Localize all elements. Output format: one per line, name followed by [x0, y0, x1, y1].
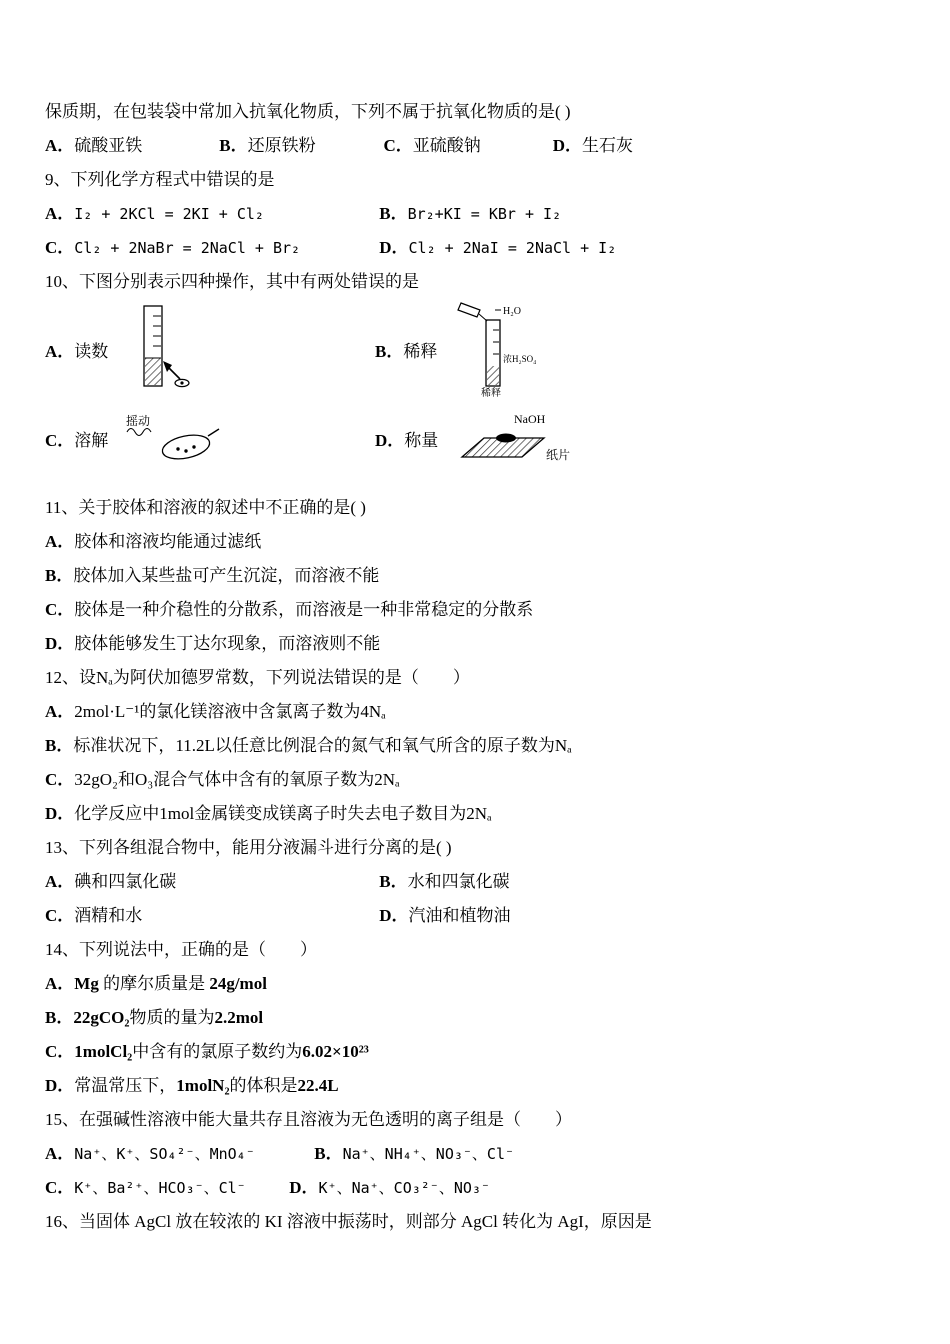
option-c: C．酒精和水	[45, 906, 143, 925]
question-15	[45, 1103, 912, 1205]
dilution-figure	[453, 300, 553, 398]
option-d: D．常温常压下，1molN₂的体积是22.4L	[45, 1076, 339, 1095]
question-12	[45, 661, 912, 831]
option-a: A．硫酸亚铁	[45, 136, 143, 155]
dilute-label: 稀释	[481, 388, 502, 398]
question-11	[45, 491, 912, 661]
option-d: D．Cl₂ + 2NaI = 2NaCl + I₂	[379, 238, 617, 257]
question-stem: 10、下图分别表示四种操作，其中有两处错误的是	[45, 272, 419, 291]
option-c: C．Cl₂ + 2NaBr = 2NaCl + Br₂	[45, 238, 301, 257]
water-label: H₂O	[503, 306, 522, 317]
option-b: B．稀释	[375, 341, 438, 361]
dish-icon	[161, 431, 213, 462]
acid-liquid-icon	[487, 366, 499, 385]
question-stem: 12、设Nₐ为阿伏加德罗常数，下列说法错误的是（ ）	[45, 668, 470, 687]
option-d-figure-cell	[375, 411, 705, 465]
question-9	[45, 163, 912, 265]
option-a: A．读数	[45, 341, 109, 361]
question-stem: 保质期，在包装袋中常加入抗氧化物质，下列不属于抗氧化物质的是( )	[45, 102, 571, 121]
cylinder-reading-figure	[124, 302, 196, 396]
question-8	[45, 95, 912, 163]
option-a: A．Mg 的摩尔质量是 24g/mol	[45, 974, 267, 993]
option-b: B．还原铁粉	[219, 136, 316, 155]
option-d: D．化学反应中1mol金属镁变成镁离子时失去电子数目为2Nₐ	[45, 804, 492, 823]
option-c: C．溶解	[45, 430, 109, 450]
options-row	[45, 197, 912, 231]
options-row	[45, 1171, 912, 1205]
liquid-icon	[145, 358, 161, 385]
options-row	[45, 1137, 912, 1171]
option-c: C．胶体是一种介稳性的分散系，而溶液是一种非常稳定的分散系	[45, 600, 534, 619]
option-d: D．胶体能够发生丁达尔现象，而溶液则不能	[45, 634, 381, 653]
naoh-label: NaOH	[514, 412, 546, 426]
shake-label: 摇动	[126, 414, 151, 428]
figure-row-cd	[45, 399, 912, 477]
option-b-figure-cell	[375, 300, 705, 398]
question-stem: 9、下列化学方程式中错误的是	[45, 170, 275, 189]
option-b: B．标准状况下，11.2L以任意比例混合的氮气和氧气所含的原子数为Nₐ	[45, 736, 572, 755]
question-10	[45, 265, 912, 477]
option-a: A．胶体和溶液均能通过滤纸	[45, 532, 262, 551]
option-b: B．22gCO₂物质的量为2.2mol	[45, 1008, 264, 1027]
option-d: D．汽油和植物油	[379, 906, 511, 925]
acid-label: 浓H₂SO₄	[503, 354, 537, 364]
option-d: D．K⁺、Na⁺、CO₃²⁻、NO₃⁻	[289, 1178, 490, 1197]
paper-label: 纸片	[546, 448, 571, 462]
question-13	[45, 831, 912, 933]
hand-line-icon	[208, 429, 219, 436]
option-a: A．Na⁺、K⁺、SO₄²⁻、MnO₄⁻	[45, 1144, 255, 1163]
options-row	[45, 231, 912, 265]
weighing-figure	[454, 411, 574, 465]
option-b: B．胶体加入某些盐可产生沉淀，而溶液不能	[45, 566, 380, 585]
shake-squiggle-icon	[127, 429, 151, 436]
options-row	[45, 899, 912, 933]
question-stem: 16、当固体 AgCl 放在较浓的 KI 溶液中振荡时，则部分 AgCl 转化为 AgI，原因是	[45, 1212, 652, 1231]
options-row	[45, 865, 912, 899]
figure-row-ab	[45, 299, 912, 399]
option-d: D．称量	[375, 430, 439, 450]
option-b: B．水和四氯化碳	[379, 872, 510, 891]
option-a: A．碘和四氯化碳	[45, 872, 177, 891]
question-stem: 15、在强碱性溶液中能大量共存且溶液为无色透明的离子组是（ ）	[45, 1110, 572, 1129]
option-c: C．32gO₂和O₃混合气体中含有的氧原子数为2Nₐ	[45, 770, 400, 789]
question-stem: 13、下列各组混合物中，能用分液漏斗进行分离的是( )	[45, 838, 452, 857]
option-c: C．K⁺、Ba²⁺、HCO₃⁻、Cl⁻	[45, 1178, 246, 1197]
option-b: B．Br₂+KI = KBr + I₂	[379, 204, 562, 223]
dissolving-figure	[124, 411, 224, 465]
question-stem: 11、关于胶体和溶液的叙述中不正确的是( )	[45, 498, 366, 517]
option-d: D．生石灰	[552, 136, 634, 155]
question-14	[45, 933, 912, 1103]
option-c: C．亚硫酸钠	[383, 136, 481, 155]
option-c-figure-cell	[45, 411, 375, 465]
option-c: C．1molCl₂中含有的氯原子数约为6.02×10²³	[45, 1042, 369, 1061]
option-a: A．2mol·L⁻¹的氯化镁溶液中含氯离子数为4Nₐ	[45, 702, 386, 721]
pouring-vessel-icon	[458, 303, 480, 317]
option-a: A．I₂ + 2KCl = 2KI + Cl₂	[45, 204, 264, 223]
naoh-pile-icon	[496, 434, 516, 443]
option-b: B．Na⁺、NH₄⁺、NO₃⁻、Cl⁻	[314, 1144, 515, 1163]
question-stem: 14、下列说法中，正确的是（ ）	[45, 940, 317, 959]
question-16	[45, 1205, 912, 1239]
options-row	[45, 129, 912, 163]
option-a-figure-cell	[45, 302, 375, 396]
